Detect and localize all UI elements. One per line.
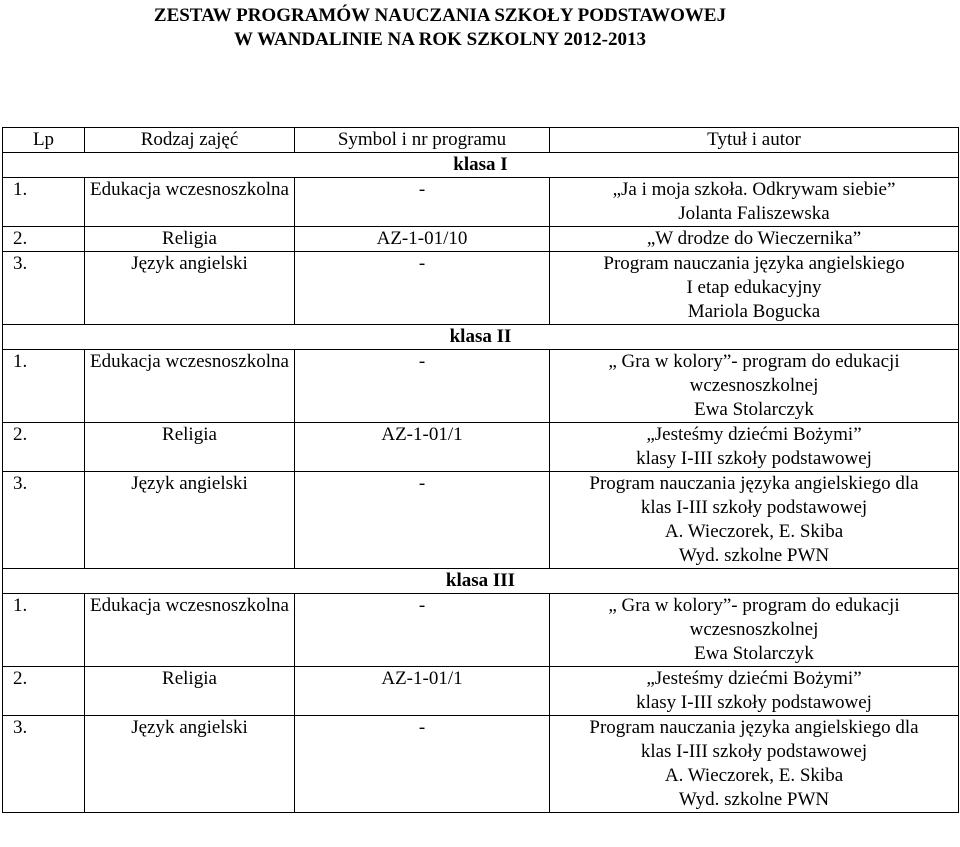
cell-lp: 3. bbox=[3, 716, 85, 813]
title-line: Wyd. szkolne PWN bbox=[678, 789, 830, 810]
table-row bbox=[3, 667, 959, 716]
title-line: „Jesteśmy dziećmi Bożymi” bbox=[646, 668, 862, 689]
cell-title bbox=[550, 227, 959, 252]
title-line: „ Gra w kolory”- program do edukacji bbox=[608, 595, 900, 616]
cell-title bbox=[550, 594, 959, 667]
title-line: klasy I-III szkoły podstawowej bbox=[636, 448, 872, 469]
cell-lp: 3. bbox=[3, 472, 85, 569]
table-row bbox=[3, 472, 959, 569]
title-line: „Jesteśmy dziećmi Bożymi” bbox=[646, 424, 862, 445]
cell-title bbox=[550, 178, 959, 227]
title-line: A. Wieczorek, E. Skiba bbox=[664, 765, 844, 786]
cell-lp: 1. bbox=[3, 350, 85, 423]
table-row bbox=[3, 716, 959, 813]
table-header-row bbox=[3, 128, 959, 153]
title-line: „ Gra w kolory”- program do edukacji bbox=[608, 351, 900, 372]
cell-type: Język angielski bbox=[85, 716, 295, 813]
cell-title bbox=[550, 716, 959, 813]
title-line: wczesnoszkolnej bbox=[689, 619, 819, 640]
title-line: „Ja i moja szkoła. Odkrywam siebie” bbox=[612, 179, 896, 200]
cell-type: Język angielski bbox=[85, 472, 295, 569]
title-line: Program nauczania języka angielskiego dla bbox=[589, 717, 919, 738]
header-title: Tytuł i autor bbox=[550, 128, 959, 153]
table-row bbox=[3, 423, 959, 472]
title-line: Mariola Bogucka bbox=[687, 301, 821, 322]
cell-symbol: - bbox=[295, 178, 550, 227]
title-line: A. Wieczorek, E. Skiba bbox=[664, 521, 844, 542]
document-title-line1: ZESTAW PROGRAMÓW NAUCZANIA SZKOŁY PODSTAWOWEJ bbox=[153, 5, 727, 26]
cell-symbol: - bbox=[295, 472, 550, 569]
cell-type: Edukacja wczesnoszkolna bbox=[85, 350, 295, 423]
cell-symbol: AZ-1-01/1 bbox=[295, 667, 550, 716]
cell-type: Język angielski bbox=[85, 252, 295, 325]
title-line: I etap edukacyjny bbox=[686, 277, 822, 298]
header-symbol: Symbol i nr programu bbox=[295, 128, 550, 153]
title-line: Program nauczania języka angielskiego bbox=[603, 253, 905, 274]
cell-type: Religia bbox=[85, 227, 295, 252]
class-section-label: klasa III bbox=[3, 569, 959, 594]
class-section-label: klasa I bbox=[3, 153, 959, 178]
cell-title bbox=[550, 252, 959, 325]
table-row bbox=[3, 252, 959, 325]
cell-type: Edukacja wczesnoszkolna bbox=[85, 178, 295, 227]
header-type: Rodzaj zajęć bbox=[85, 128, 295, 153]
title-line: Ewa Stolarczyk bbox=[694, 399, 814, 420]
class-section-row bbox=[3, 153, 959, 178]
cell-symbol: AZ-1-01/10 bbox=[295, 227, 550, 252]
header-lp: Lp bbox=[3, 128, 85, 153]
table-row bbox=[3, 350, 959, 423]
cell-type: Religia bbox=[85, 423, 295, 472]
title-line: Ewa Stolarczyk bbox=[694, 643, 814, 664]
title-line: Wyd. szkolne PWN bbox=[678, 545, 830, 566]
cell-symbol: - bbox=[295, 350, 550, 423]
cell-symbol: - bbox=[295, 252, 550, 325]
cell-symbol: - bbox=[295, 716, 550, 813]
cell-lp: 1. bbox=[3, 178, 85, 227]
title-line: wczesnoszkolnej bbox=[689, 375, 819, 396]
title-line: „W drodze do Wieczernika” bbox=[646, 228, 862, 249]
title-line: Jolanta Faliszewska bbox=[678, 203, 830, 224]
cell-lp: 2. bbox=[3, 667, 85, 716]
document-title-line2: W WANDALINIE NA ROK SZKOLNY 2012-2013 bbox=[234, 29, 646, 50]
table-row bbox=[3, 594, 959, 667]
cell-title bbox=[550, 423, 959, 472]
title-line: klasy I-III szkoły podstawowej bbox=[636, 692, 872, 713]
table-body bbox=[3, 153, 959, 813]
cell-title bbox=[550, 667, 959, 716]
table-row bbox=[3, 178, 959, 227]
cell-lp: 1. bbox=[3, 594, 85, 667]
class-section-row bbox=[3, 325, 959, 350]
cell-type: Edukacja wczesnoszkolna bbox=[85, 594, 295, 667]
title-line: Program nauczania języka angielskiego dla bbox=[589, 473, 919, 494]
title-line: klas I-III szkoły podstawowej bbox=[640, 741, 868, 762]
program-table bbox=[2, 127, 959, 813]
class-section-row bbox=[3, 569, 959, 594]
cell-title bbox=[550, 472, 959, 569]
cell-lp: 2. bbox=[3, 227, 85, 252]
class-section-label: klasa II bbox=[3, 325, 959, 350]
table-row bbox=[3, 227, 959, 252]
cell-title bbox=[550, 350, 959, 423]
cell-symbol: - bbox=[295, 594, 550, 667]
cell-symbol: AZ-1-01/1 bbox=[295, 423, 550, 472]
cell-type: Religia bbox=[85, 667, 295, 716]
cell-lp: 2. bbox=[3, 423, 85, 472]
cell-lp: 3. bbox=[3, 252, 85, 325]
title-line: klas I-III szkoły podstawowej bbox=[640, 497, 868, 518]
